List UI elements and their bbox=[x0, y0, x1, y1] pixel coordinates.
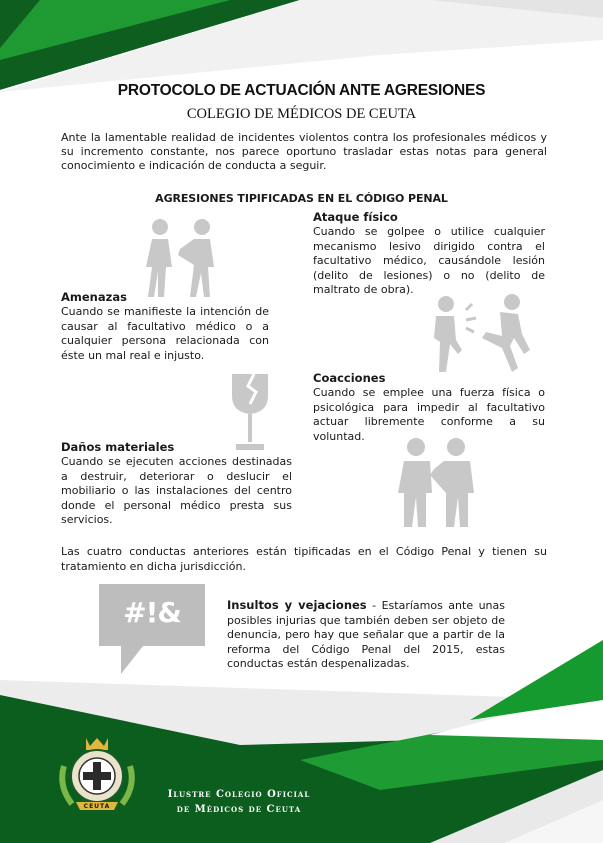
footer-line-1: Ilustre Colegio Oficial bbox=[167, 789, 311, 800]
item-coacciones-heading: Coacciones bbox=[313, 371, 386, 385]
speech-bubble-text: #!& bbox=[123, 596, 181, 629]
coercion-figures-icon bbox=[390, 435, 485, 530]
intro-paragraph: Ante la lamentable realidad de incidentes violentos contra los profesionales médicos y su incremento constante, nos parece oportuno trasladar estas notas para general conocimiento e indicación de conducta a seguir. bbox=[61, 131, 547, 172]
threat-figures-icon bbox=[138, 215, 228, 300]
item-ataque bbox=[313, 210, 545, 298]
kick-attack-icon bbox=[426, 290, 536, 375]
item-insultos bbox=[227, 598, 505, 672]
broken-glass-icon bbox=[228, 372, 272, 454]
seal-ribbon-text: CEUTA bbox=[83, 803, 111, 810]
section-title: AGRESIONES TIPIFICADAS EN EL CÓDIGO PENAL bbox=[155, 192, 448, 205]
closing-paragraph: Las cuatro conductas anteriores están tipificadas en el Código Penal y tienen su tratamiento en dicha jurisdicción. bbox=[61, 545, 547, 573]
item-ataque-text: Cuando se golpee o utilice cualquier mecanismo lesivo dirigido contra el facultativo médico, causándole lesión (delito de lesiones) o no (delito de maltrato de obra). bbox=[313, 225, 545, 296]
item-insultos-text: - Estaríamos ante unas posibles injurias que también deben ser objeto de denuncia, pero hay que señalar que a partir de la reforma del Código Penal del 2015, estas conductas están despenalizadas. bbox=[227, 599, 505, 670]
footer-organization-name bbox=[150, 787, 328, 817]
item-danos-heading: Daños materiales bbox=[61, 440, 175, 454]
item-danos-text: Cuando se ejecuten acciones destinadas a destruir, deteriorar o deslucir el mobiliario o las instalaciones del centro donde el personal médico presta sus servicios. bbox=[61, 455, 292, 526]
item-ataque-heading: Ataque físico bbox=[313, 210, 398, 224]
speech-bubble-tail bbox=[121, 646, 143, 674]
item-coacciones bbox=[313, 371, 545, 444]
item-amenazas-heading: Amenazas bbox=[61, 290, 127, 304]
page-title: PROTOCOLO DE ACTUACIÓN ANTE AGRESIONES bbox=[117, 82, 486, 99]
item-insultos-heading: Insultos y vejaciones bbox=[227, 598, 367, 612]
item-amenazas-text: Cuando se manifieste la intención de causar al facultativo médico o a cualquier persona relacionada con éste un mal real e injusto. bbox=[61, 305, 269, 362]
item-amenazas bbox=[61, 290, 269, 363]
footer-line-2: de Médicos de Ceuta bbox=[176, 804, 302, 815]
page-subtitle: COLEGIO DE MÉDICOS DE CEUTA bbox=[186, 106, 417, 122]
item-coacciones-text: Cuando se emplee una fuerza física o psicológica para impedir al facultativo actuar libremente conforme a su voluntad. bbox=[313, 386, 545, 443]
